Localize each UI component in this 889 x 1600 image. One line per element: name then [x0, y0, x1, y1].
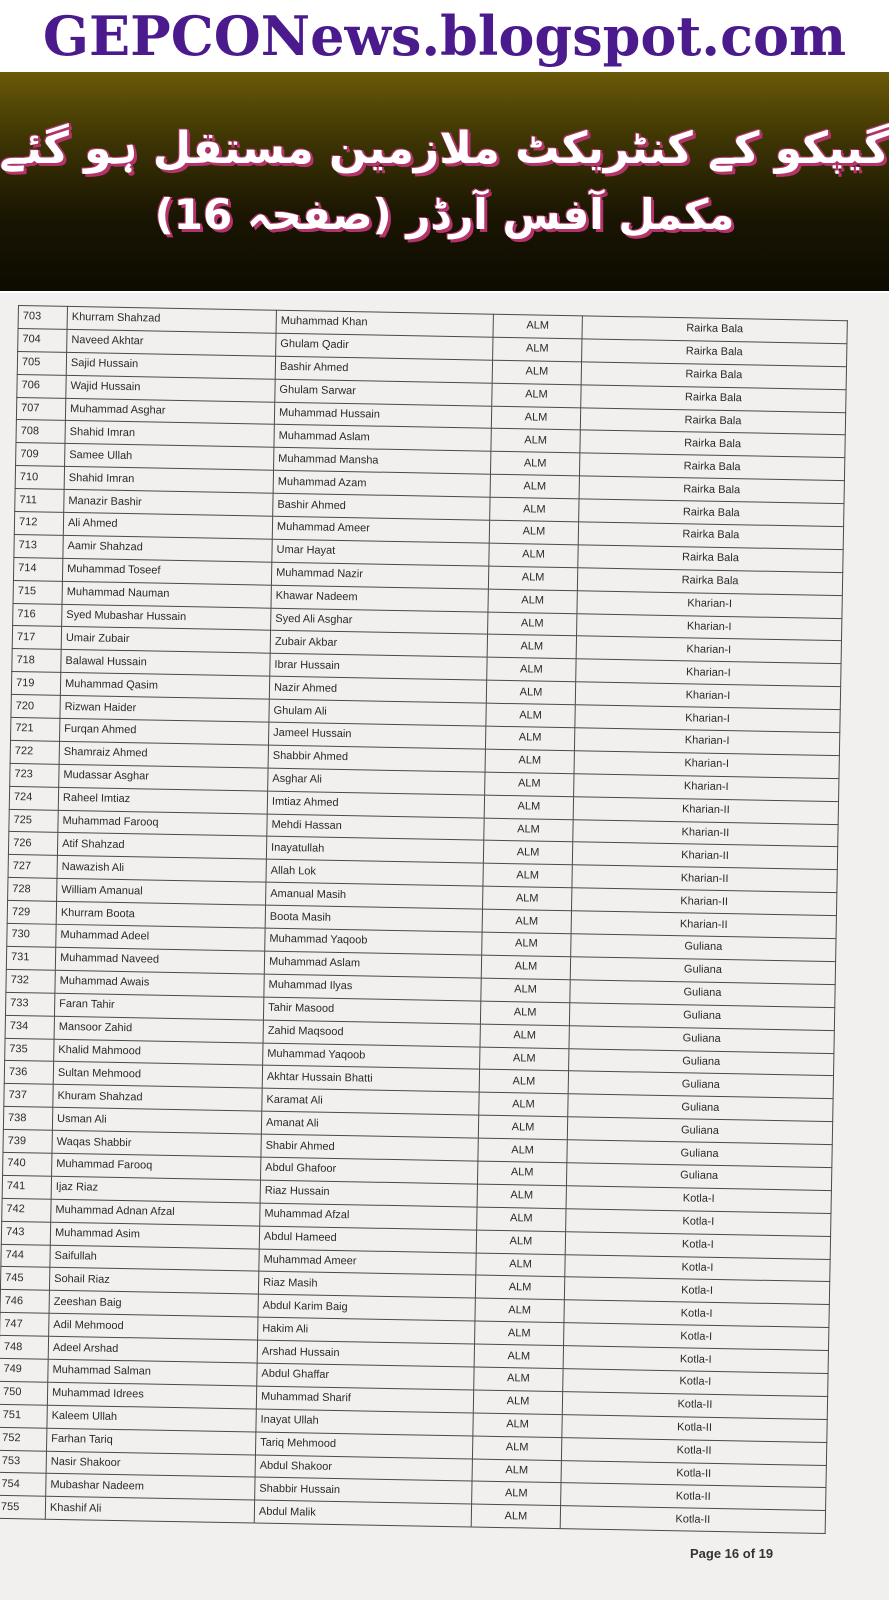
- father-name-cell: Allah Lok: [266, 860, 483, 887]
- serial-no-cell: 731: [6, 946, 55, 970]
- serial-no-cell: 736: [4, 1061, 53, 1085]
- subdivision-cell: Kharian-II: [572, 865, 837, 893]
- employee-name-cell: Muhammad Adnan Afzal: [51, 1199, 260, 1226]
- father-name-cell: Abdul Shakoor: [255, 1455, 472, 1482]
- employee-name-cell: Nawazish Ali: [57, 856, 266, 883]
- subdivision-cell: Guliana: [567, 1140, 832, 1168]
- employee-name-cell: Umair Zubair: [61, 627, 270, 654]
- subdivision-cell: Rairka Bala: [579, 453, 844, 481]
- serial-no-cell: 717: [12, 626, 61, 650]
- designation-cell: ALM: [476, 1253, 565, 1278]
- father-name-cell: Arshad Hussain: [257, 1340, 474, 1367]
- serial-no-cell: 729: [7, 901, 56, 925]
- serial-no-cell: 726: [8, 832, 57, 856]
- subdivision-cell: Kharian-II: [571, 911, 836, 939]
- headline-line-2: مکمل آفس آرڈر (صفحہ 16): [154, 189, 735, 239]
- designation-cell: ALM: [485, 772, 574, 797]
- site-header: [0, 0, 889, 72]
- serial-no-cell: 733: [5, 992, 54, 1016]
- subdivision-cell: Kharian-I: [577, 590, 842, 618]
- designation-cell: ALM: [472, 1481, 561, 1506]
- employee-table: [0, 305, 848, 1534]
- designation-cell: ALM: [486, 680, 575, 705]
- serial-no-cell: 738: [3, 1107, 52, 1131]
- father-name-cell: Ibrar Hussain: [270, 654, 487, 681]
- serial-no-cell: 732: [6, 969, 55, 993]
- designation-cell: ALM: [491, 406, 580, 431]
- subdivision-cell: Guliana: [568, 1071, 833, 1099]
- serial-no-cell: 742: [2, 1198, 51, 1222]
- subdivision-cell: Kharian-I: [575, 705, 840, 733]
- designation-cell: ALM: [488, 589, 577, 614]
- designation-cell: ALM: [488, 566, 577, 591]
- subdivision-cell: Rairka Bala: [579, 476, 844, 504]
- designation-cell: ALM: [490, 474, 579, 499]
- serial-no-cell: 728: [8, 878, 57, 902]
- employee-name-cell: Muhammad Farooq: [58, 810, 267, 837]
- designation-cell: ALM: [486, 703, 575, 728]
- serial-no-cell: 735: [5, 1038, 54, 1062]
- employee-name-cell: Shahid Imran: [64, 467, 273, 494]
- serial-no-cell: 723: [10, 763, 59, 787]
- father-name-cell: Riaz Masih: [258, 1271, 475, 1298]
- serial-no-cell: 713: [14, 534, 63, 558]
- employee-name-cell: Muhammad Idrees: [47, 1382, 256, 1409]
- father-name-cell: Muhammad Ameer: [272, 516, 489, 543]
- designation-cell: ALM: [487, 635, 576, 660]
- employee-name-cell: Khurram Boota: [56, 901, 265, 928]
- subdivision-cell: Kotla-I: [565, 1254, 830, 1282]
- father-name-cell: Muhammad Mansha: [274, 448, 491, 475]
- designation-cell: ALM: [483, 841, 572, 866]
- designation-cell: ALM: [491, 429, 580, 454]
- employee-name-cell: Adeel Arshad: [48, 1336, 257, 1363]
- employee-name-cell: Waqas Shabbir: [52, 1130, 261, 1157]
- designation-cell: ALM: [480, 1047, 569, 1072]
- designation-cell: ALM: [478, 1115, 567, 1140]
- subdivision-cell: Kharian-I: [574, 728, 839, 756]
- employee-name-cell: Mudassar Asghar: [59, 764, 268, 791]
- designation-cell: ALM: [475, 1275, 564, 1300]
- employee-name-cell: Sultan Mehmood: [53, 1062, 262, 1089]
- designation-cell: ALM: [488, 612, 577, 637]
- serial-no-cell: 743: [1, 1221, 50, 1245]
- serial-no-cell: 725: [9, 809, 58, 833]
- designation-cell: ALM: [477, 1184, 566, 1209]
- father-name-cell: Shabbir Hussain: [255, 1477, 472, 1504]
- father-name-cell: Muhammad Hussain: [274, 402, 491, 429]
- subdivision-cell: Kotla-I: [563, 1369, 828, 1397]
- father-name-cell: Muhammad Sharif: [256, 1386, 473, 1413]
- scanned-document: [0, 293, 889, 1600]
- designation-cell: ALM: [478, 1138, 567, 1163]
- subdivision-cell: Kotla-I: [566, 1186, 831, 1214]
- employee-name-cell: Furqan Ahmed: [60, 718, 269, 745]
- subdivision-cell: Kharian-II: [571, 888, 836, 916]
- serial-no-cell: 749: [0, 1358, 48, 1382]
- father-name-cell: Umar Hayat: [272, 539, 489, 566]
- serial-no-cell: 710: [15, 466, 64, 490]
- father-name-cell: Muhammad Yaqoob: [263, 1043, 480, 1070]
- serial-no-cell: 752: [0, 1427, 47, 1451]
- subdivision-cell: Kotla-I: [564, 1300, 829, 1328]
- employee-name-cell: William Amanual: [57, 879, 266, 906]
- subdivision-cell: Kharian-I: [574, 751, 839, 779]
- father-name-cell: Muhammad Afzal: [260, 1203, 477, 1230]
- employee-name-cell: Atif Shahzad: [57, 833, 266, 860]
- subdivision-cell: Kotla-II: [561, 1483, 826, 1511]
- subdivision-cell: Guliana: [569, 1025, 834, 1053]
- employee-name-cell: Khurram Shahzad: [67, 306, 276, 333]
- serial-no-cell: 718: [12, 649, 61, 673]
- subdivision-cell: Rairka Bala: [581, 362, 846, 390]
- subdivision-cell: Kharian-II: [573, 819, 838, 847]
- designation-cell: ALM: [490, 497, 579, 522]
- father-name-cell: Ghulam Qadir: [276, 333, 493, 360]
- subdivision-cell: Kotla-I: [564, 1277, 829, 1305]
- employee-name-cell: Khalid Mahmood: [54, 1039, 263, 1066]
- father-name-cell: Ghulam Ali: [269, 699, 486, 726]
- designation-cell: ALM: [472, 1436, 561, 1461]
- employee-name-cell: Mubashar Nadeem: [46, 1474, 255, 1501]
- subdivision-cell: Rairka Bala: [578, 545, 843, 573]
- serial-no-cell: 724: [9, 786, 58, 810]
- employee-name-cell: Muhammad Salman: [48, 1359, 257, 1386]
- serial-no-cell: 705: [17, 351, 66, 375]
- father-name-cell: Muhammad Aslam: [264, 951, 481, 978]
- employee-name-cell: Muhammad Asim: [50, 1222, 259, 1249]
- designation-cell: ALM: [475, 1298, 564, 1323]
- subdivision-cell: Kotla-I: [563, 1346, 828, 1374]
- serial-no-cell: 722: [10, 740, 59, 764]
- designation-cell: ALM: [493, 314, 582, 339]
- father-name-cell: Muhammad Yaqoob: [265, 928, 482, 955]
- father-name-cell: Khawar Nadeem: [271, 585, 488, 612]
- father-name-cell: Abdul Karim Baig: [258, 1294, 475, 1321]
- serial-no-cell: 737: [4, 1084, 53, 1108]
- designation-cell: ALM: [490, 452, 579, 477]
- serial-no-cell: 715: [13, 580, 62, 604]
- subdivision-cell: Kharian-II: [573, 796, 838, 824]
- serial-no-cell: 719: [11, 672, 60, 696]
- employee-name-cell: Usman Ali: [52, 1107, 261, 1134]
- designation-cell: ALM: [474, 1367, 563, 1392]
- subdivision-cell: Kotla-I: [564, 1323, 829, 1351]
- employee-name-cell: Muhammad Qasim: [60, 673, 269, 700]
- subdivision-cell: Kotla-II: [560, 1506, 825, 1534]
- subdivision-cell: Kotla-II: [562, 1414, 827, 1442]
- designation-cell: ALM: [481, 955, 570, 980]
- employee-name-cell: Muhammad Toseef: [62, 558, 271, 585]
- designation-cell: ALM: [481, 978, 570, 1003]
- serial-no-cell: 708: [16, 420, 65, 444]
- employee-name-cell: Sohail Riaz: [49, 1268, 258, 1295]
- employee-name-cell: Faran Tahir: [54, 993, 263, 1020]
- subdivision-cell: Rairka Bala: [582, 339, 847, 367]
- headline-line-1: گیپکو کے کنٹریکٹ ملازمین مستقل ہو گئے: [0, 122, 889, 174]
- employee-name-cell: Sajid Hussain: [66, 352, 275, 379]
- father-name-cell: Muhammad Nazir: [271, 562, 488, 589]
- father-name-cell: Amanat Ali: [261, 1111, 478, 1138]
- subdivision-cell: Rairka Bala: [579, 499, 844, 527]
- employee-name-cell: Muhammad Naveed: [55, 947, 264, 974]
- designation-cell: ALM: [484, 795, 573, 820]
- subdivision-cell: Kotla-II: [561, 1460, 826, 1488]
- employee-name-cell: Muhammad Farooq: [52, 1153, 261, 1180]
- subdivision-cell: Guliana: [568, 1094, 833, 1122]
- employee-name-cell: Nasir Shakoor: [46, 1451, 255, 1478]
- designation-cell: ALM: [485, 749, 574, 774]
- father-name-cell: Akhtar Hussain Bhatti: [262, 1066, 479, 1093]
- serial-no-cell: 741: [2, 1175, 51, 1199]
- page-number: Page 16 of 19: [690, 1546, 774, 1561]
- designation-cell: ALM: [474, 1344, 563, 1369]
- subdivision-cell: Rairka Bala: [580, 407, 845, 435]
- father-name-cell: Muhammad Ilyas: [264, 974, 481, 1001]
- serial-no-cell: 748: [0, 1335, 49, 1359]
- employee-name-cell: Raheel Imtiaz: [58, 787, 267, 814]
- designation-cell: ALM: [492, 360, 581, 385]
- designation-cell: ALM: [484, 818, 573, 843]
- serial-no-cell: 754: [0, 1473, 46, 1497]
- serial-no-cell: 714: [13, 557, 62, 581]
- subdivision-cell: Guliana: [569, 1048, 834, 1076]
- employee-name-cell: Khashif Ali: [45, 1497, 254, 1524]
- employee-name-cell: Shamraiz Ahmed: [59, 741, 268, 768]
- designation-cell: ALM: [480, 1024, 569, 1049]
- father-name-cell: Ghulam Sarwar: [275, 379, 492, 406]
- employee-name-cell: Zeeshan Baig: [49, 1291, 258, 1318]
- designation-cell: ALM: [475, 1321, 564, 1346]
- subdivision-cell: Kotla-II: [562, 1392, 827, 1420]
- father-name-cell: Tariq Mehmood: [255, 1432, 472, 1459]
- employee-name-cell: Rizwan Haider: [60, 695, 269, 722]
- serial-no-cell: 753: [0, 1450, 47, 1474]
- employee-name-cell: Muhammad Adeel: [56, 924, 265, 951]
- designation-cell: ALM: [483, 886, 572, 911]
- serial-no-cell: 745: [0, 1267, 49, 1291]
- designation-cell: ALM: [480, 1001, 569, 1026]
- employee-name-cell: Naveed Akhtar: [67, 329, 276, 356]
- father-name-cell: Mehdi Hassan: [267, 814, 484, 841]
- subdivision-cell: Kotla-I: [566, 1208, 831, 1236]
- employee-name-cell: Muhammad Asghar: [65, 398, 274, 425]
- serial-no-cell: 755: [0, 1496, 46, 1520]
- subdivision-cell: Guliana: [571, 934, 836, 962]
- serial-no-cell: 707: [16, 397, 65, 421]
- employee-name-cell: Balawal Hussain: [61, 650, 270, 677]
- subdivision-cell: Kharian-II: [572, 842, 837, 870]
- father-name-cell: Muhammad Aslam: [274, 425, 491, 452]
- employee-name-cell: Samee Ullah: [65, 444, 274, 471]
- subdivision-cell: Guliana: [569, 1002, 834, 1030]
- serial-no-cell: 712: [14, 511, 63, 535]
- designation-cell: ALM: [476, 1230, 565, 1255]
- subdivision-cell: Guliana: [567, 1117, 832, 1145]
- employee-name-cell: Saifullah: [50, 1245, 259, 1272]
- father-name-cell: Shabbir Ahmed: [268, 745, 485, 772]
- father-name-cell: Muhammad Ameer: [259, 1249, 476, 1276]
- father-name-cell: Abdul Malik: [254, 1500, 471, 1527]
- subdivision-cell: Rairka Bala: [582, 316, 847, 344]
- father-name-cell: Riaz Hussain: [260, 1180, 477, 1207]
- document-page: [0, 305, 868, 1535]
- employee-name-cell: Muhammad Awais: [55, 970, 264, 997]
- subdivision-cell: Kotla-I: [565, 1231, 830, 1259]
- serial-no-cell: 721: [11, 717, 60, 741]
- designation-cell: ALM: [492, 383, 581, 408]
- father-name-cell: Zahid Maqsood: [263, 1020, 480, 1047]
- father-name-cell: Muhammad Khan: [276, 310, 493, 337]
- serial-no-cell: 706: [17, 374, 66, 398]
- subdivision-cell: Kharian-I: [574, 774, 839, 802]
- serial-no-cell: 720: [11, 695, 60, 719]
- employee-name-cell: Ali Ahmed: [63, 512, 272, 539]
- father-name-cell: Bashir Ahmed: [275, 356, 492, 383]
- employee-name-cell: Ijaz Riaz: [51, 1176, 260, 1203]
- serial-no-cell: 711: [15, 489, 64, 513]
- serial-no-cell: 709: [16, 443, 65, 467]
- subdivision-cell: Guliana: [566, 1163, 831, 1191]
- father-name-cell: Syed Ali Asghar: [271, 608, 488, 635]
- designation-cell: ALM: [482, 909, 571, 934]
- designation-cell: ALM: [485, 726, 574, 751]
- designation-cell: ALM: [482, 932, 571, 957]
- headline-banner: [0, 72, 889, 291]
- subdivision-cell: Rairka Bala: [580, 430, 845, 458]
- designation-cell: ALM: [473, 1413, 562, 1438]
- serial-no-cell: 703: [18, 306, 67, 330]
- subdivision-cell: Kotla-II: [561, 1437, 826, 1465]
- designation-cell: ALM: [483, 863, 572, 888]
- designation-cell: ALM: [471, 1504, 560, 1529]
- designation-cell: ALM: [473, 1390, 562, 1415]
- subdivision-cell: Guliana: [570, 980, 835, 1008]
- designation-cell: ALM: [479, 1069, 568, 1094]
- serial-no-cell: 746: [0, 1290, 49, 1314]
- father-name-cell: Hakim Ali: [258, 1317, 475, 1344]
- father-name-cell: Boota Masih: [265, 905, 482, 932]
- father-name-cell: Nazir Ahmed: [269, 676, 486, 703]
- subdivision-cell: Kharian-I: [576, 636, 841, 664]
- subdivision-cell: Rairka Bala: [578, 522, 843, 550]
- father-name-cell: Shabir Ahmed: [261, 1134, 478, 1161]
- father-name-cell: Bashir Ahmed: [273, 493, 490, 520]
- serial-no-cell: 704: [18, 328, 67, 352]
- serial-no-cell: 744: [1, 1244, 50, 1268]
- serial-no-cell: 734: [5, 1015, 54, 1039]
- employee-name-cell: Manazir Bashir: [64, 490, 273, 517]
- father-name-cell: Abdul Ghaffar: [257, 1363, 474, 1390]
- subdivision-cell: Kharian-I: [576, 659, 841, 687]
- father-name-cell: Imtiaz Ahmed: [267, 791, 484, 818]
- designation-cell: ALM: [489, 520, 578, 545]
- serial-no-cell: 739: [3, 1129, 52, 1153]
- father-name-cell: Inayatullah: [266, 837, 483, 864]
- serial-no-cell: 730: [7, 923, 56, 947]
- designation-cell: ALM: [479, 1092, 568, 1117]
- employee-name-cell: Aamir Shahzad: [63, 535, 272, 562]
- employee-name-cell: Syed Mubashar Hussain: [62, 604, 271, 631]
- father-name-cell: Abdul Ghafoor: [261, 1157, 478, 1184]
- employee-name-cell: Kaleem Ullah: [47, 1405, 256, 1432]
- designation-cell: ALM: [472, 1459, 561, 1484]
- father-name-cell: Muhammad Azam: [273, 470, 490, 497]
- serial-no-cell: 751: [0, 1404, 47, 1428]
- serial-no-cell: 716: [13, 603, 62, 627]
- serial-no-cell: 747: [0, 1313, 49, 1337]
- father-name-cell: Inayat Ullah: [256, 1409, 473, 1436]
- father-name-cell: Karamat Ali: [262, 1088, 479, 1115]
- employee-name-cell: Farhan Tariq: [47, 1428, 256, 1455]
- serial-no-cell: 727: [8, 855, 57, 879]
- designation-cell: ALM: [477, 1161, 566, 1186]
- father-name-cell: Jameel Hussain: [268, 722, 485, 749]
- employee-name-cell: Adil Mehmood: [49, 1313, 258, 1340]
- subdivision-cell: Kharian-I: [577, 613, 842, 641]
- designation-cell: ALM: [493, 337, 582, 362]
- site-title: GEPCONews.blogspot.com: [42, 4, 847, 68]
- father-name-cell: Amanual Masih: [266, 882, 483, 909]
- father-name-cell: Abdul Hameed: [259, 1226, 476, 1253]
- employee-name-cell: Mansoor Zahid: [54, 1016, 263, 1043]
- employee-name-cell: Wajid Hussain: [66, 375, 275, 402]
- subdivision-cell: Rairka Bala: [577, 568, 842, 596]
- employee-name-cell: Khuram Shahzad: [53, 1085, 262, 1112]
- father-name-cell: Zubair Akbar: [270, 631, 487, 658]
- employee-name-cell: Shahid Imran: [65, 421, 274, 448]
- subdivision-cell: Guliana: [570, 957, 835, 985]
- subdivision-cell: Kharian-I: [575, 682, 840, 710]
- designation-cell: ALM: [487, 658, 576, 683]
- serial-no-cell: 740: [3, 1152, 52, 1176]
- serial-no-cell: 750: [0, 1381, 48, 1405]
- designation-cell: ALM: [477, 1207, 566, 1232]
- subdivision-cell: Rairka Bala: [581, 385, 846, 413]
- father-name-cell: Asghar Ali: [268, 768, 485, 795]
- father-name-cell: Tahir Masood: [263, 997, 480, 1024]
- designation-cell: ALM: [489, 543, 578, 568]
- employee-name-cell: Muhammad Nauman: [62, 581, 271, 608]
